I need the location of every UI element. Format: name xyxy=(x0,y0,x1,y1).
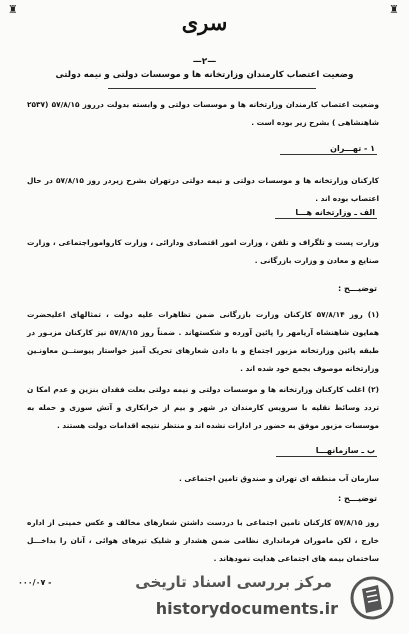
note-heading-2: توضیـــح : xyxy=(338,494,377,503)
heading-ministries: الف ـ وزارتخانه هـــا xyxy=(275,208,377,219)
archive-name: مرکز بررسی اسناد تاریخی xyxy=(135,573,332,591)
archive-logo-icon xyxy=(350,575,394,621)
archive-url: historydocuments.ir xyxy=(155,599,338,618)
document-code-stamp: ۰۰۰/۰۷ - xyxy=(18,578,52,587)
note-heading-1: توضیـــح : xyxy=(338,284,377,293)
ministries-paragraph: وزارت پست و تلگراف و تلفن ، وزارت امور اقتصادی ودارائی ، وزارت کارواموراجتماعی ، وزارت صنایع و معادن و وزارت بازرگانی . xyxy=(27,238,379,265)
page-number: —۲— xyxy=(192,57,217,67)
heading-tehran: ۱ - تهـــران xyxy=(280,144,377,155)
archive-watermark xyxy=(112,571,402,629)
heading-organizations: ب ـ سازمانهـــا xyxy=(276,446,377,457)
organizations-paragraph: سازمان آب منطقه ای تهران و صندوق تامین اجتماعی . xyxy=(178,474,379,483)
classification-title: سری xyxy=(181,10,228,35)
subtitle-underline xyxy=(108,88,316,89)
intro-paragraph: وضعیت اعتصاب کارمندان وزارتخانه ها و موسسات دولتی و وابسته بدولت درروز ۵۷/۸/۱۵ (۲۵۳۷ شاهنشاهی ) بشرح زیر بوده است . xyxy=(27,100,379,127)
note-paragraph-1: (۱) روز ۵۷/۸/۱۴ کارکنان وزارت بازرگانی ضمن تظاهرات علیه دولت ، تمثالهای اعلیحضرت همایون شاهنشاه آریامهر را پائین آورده و شکستهاند . ضمناً روز ۵۷/۸/۱۵ نیز کارکنان مزبـور در طبقه پائین وزارتخانه مزبور اجتماع و با دادن شعارهای تحریک آمیز خواستار پیوستــن معاونـین وزارتخانه موصوف بجمع خود شده اند . xyxy=(27,310,379,373)
top-left-mark: ♜ xyxy=(8,3,18,16)
tehran-paragraph: کارکنان وزارتخانه ها و موسسات دولتی و نیمه دولتی درتهران بشرح زیردر روز ۵۷/۸/۱۵ در حال اعتصاب بوده اند . xyxy=(27,176,379,203)
top-right-mark: ♜ xyxy=(389,3,399,16)
document-subtitle: وضعیت اعتصاب کارمندان وزارتخانه ها و موسسات دولتی و نیمه دولتی xyxy=(55,70,354,80)
note-paragraph-3: روز ۵۷/۸/۱۵ کارکنان تامین اجتماعی با دردست داشتن شعارهای مخالف و عکس خمینی از اداره خارج ، لکن ماموران فرمانداری نظامی ضمن هشدار و شلیک تیرهای هوائی ، آنان را بداخـــل ساختمان بیمه های اجتماعی هدایت نمودهاند . xyxy=(27,518,380,563)
note-paragraph-2: (۲) اغلب کارکنان وزارتخانه ها و موسسات دولتی و نیمه دولتی بعلت فقدان بنزین و عدم امکا ن تردد وسائط نقلیه با سرویس کارمندان در شهر و بیم از خرابکاری و آتش سوزی و حمله به موسسات مزبور موفق به حضور در ادارات نشده اند و منتظر نتیجه اقدامات دولت هستند . xyxy=(27,385,379,430)
